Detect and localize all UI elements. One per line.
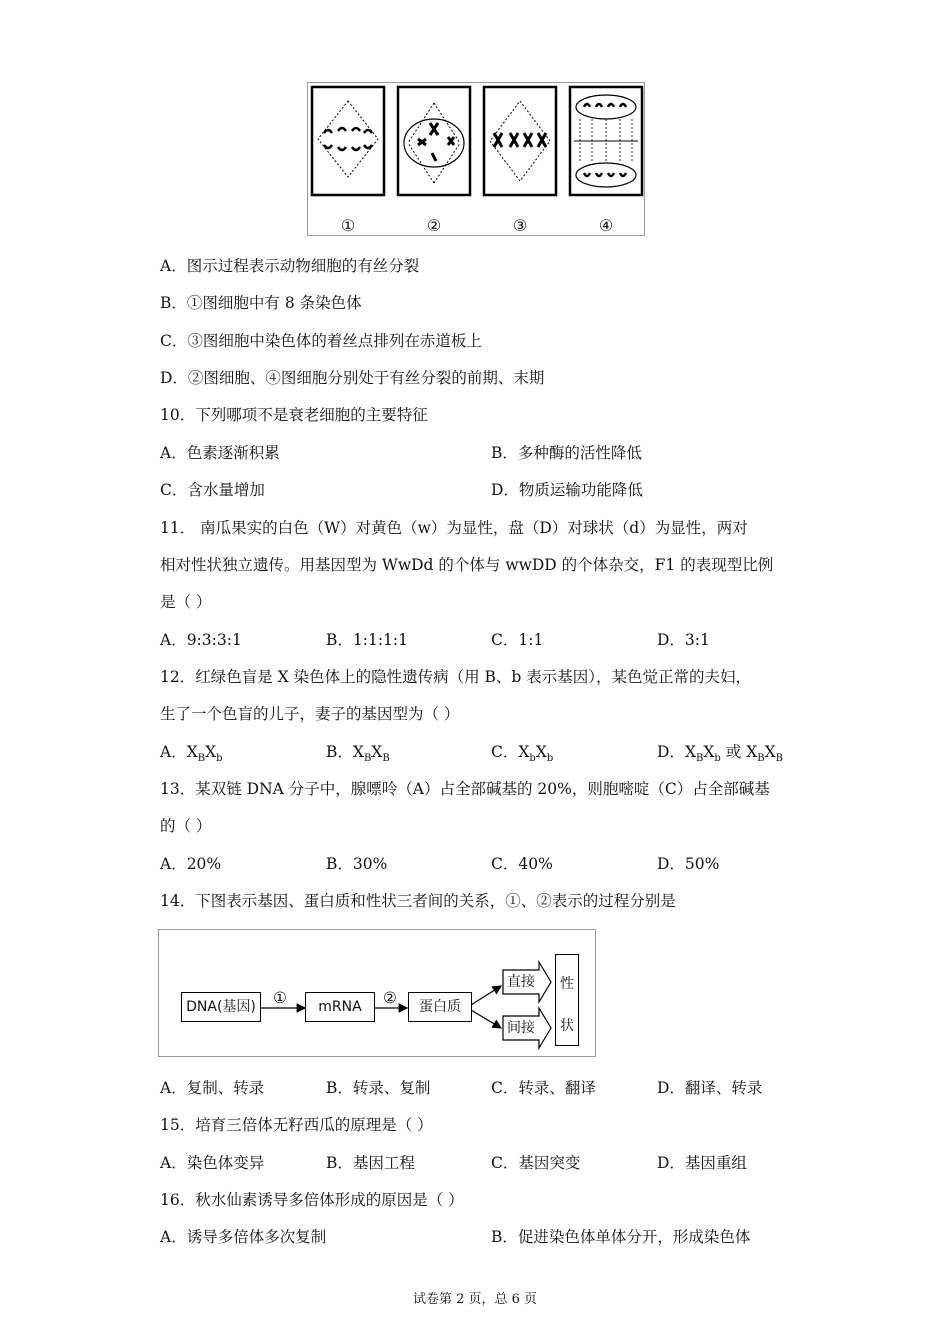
- q11-stem-line2: 相对性状独立遗传。用基因型为 WwDd 的个体与 wwDD 的个体杂交，F1 的表现型比例: [160, 556, 774, 574]
- q13-option-a: A．20%: [160, 855, 222, 873]
- x-chromosome: X: [352, 743, 364, 761]
- q10-option-c: C．含水量增加: [160, 481, 265, 499]
- q10-option-b: B．多种酶的活性降低: [491, 444, 642, 462]
- direct-label: 直接: [507, 974, 535, 990]
- mitosis-cells-drawing: [308, 83, 644, 203]
- q12-option-c: [491, 742, 553, 769]
- allele-sub: B: [197, 753, 206, 765]
- q12-stem-line1: 12．红绿色盲是 X 染色体上的隐性遗传病（用 B、b 表示基因），某色觉正常的夫妇，: [160, 668, 752, 686]
- allele-sub: B: [757, 753, 765, 765]
- x-chromosome: X: [205, 743, 217, 761]
- q16-option-a: A．诱导多倍体多次复制: [160, 1228, 327, 1246]
- allele-sub: b: [546, 753, 554, 765]
- q14-option-d: D．翻译、转录: [657, 1079, 763, 1097]
- trait-box: [555, 954, 579, 1046]
- q12-b-prefix: B．: [326, 743, 353, 761]
- x-chromosome: X: [746, 743, 758, 761]
- trait-char-2: 状: [560, 1018, 574, 1034]
- x-chromosome: X: [535, 743, 547, 761]
- q12-d-prefix: D．: [657, 743, 685, 761]
- q13-stem-line2: 的（ ）: [160, 817, 212, 835]
- allele-sub: b: [216, 753, 223, 765]
- q15-option-c: C．基因突变: [491, 1154, 581, 1172]
- q11-option-d: D．3:1: [657, 631, 710, 649]
- q15-option-b: B．基因工程: [326, 1154, 415, 1172]
- q11-option-a: A．9:3:3:1: [160, 631, 242, 649]
- indirect-label: 间接: [507, 1020, 535, 1036]
- trait-char-1: 性: [560, 976, 574, 992]
- allele-sub: B: [775, 753, 783, 765]
- q14-stem: 14．下图表示基因、蛋白质和性状三者间的关系，①、②表示的过程分别是: [160, 892, 676, 910]
- q13-option-c: C．40%: [491, 855, 553, 873]
- q12-option-d: [657, 742, 783, 769]
- page-footer: 试卷第 2 页，总 6 页: [412, 1292, 538, 1307]
- q16-stem: 16．秋水仙素诱导多倍体形成的原因是（ ）: [160, 1191, 464, 1209]
- q15-option-a: A．染色体变异: [160, 1154, 265, 1172]
- x-chromosome: X: [684, 743, 696, 761]
- q9-option-a: A．图示过程表示动物细胞的有丝分裂: [160, 257, 420, 275]
- q14-option-b: B．转录、复制: [326, 1079, 431, 1097]
- step1-label: ①: [273, 989, 287, 1007]
- q16-option-b: B．促进染色体单体分开，形成染色体: [491, 1228, 751, 1246]
- q11-stem-line1: 11． 南瓜果实的白色（W）对黄色（w）为显性，盘（D）对球状（d）为显性，两对: [160, 519, 748, 537]
- q9-option-d: D．②图细胞、④图细胞分别处于有丝分裂的前期、末期: [160, 369, 545, 387]
- q9-option-b: B．①图细胞中有 8 条染色体: [160, 294, 362, 312]
- cell-label-1: ①: [340, 216, 356, 235]
- q14-option-a: A．复制、转录: [160, 1079, 265, 1097]
- q12-c-prefix: C．: [491, 743, 519, 761]
- allele-sub: B: [382, 753, 390, 765]
- q11-option-b: B．1:1:1:1: [326, 631, 409, 649]
- q10-stem: 10．下列哪项不是衰老细胞的主要特征: [160, 406, 428, 424]
- q9-option-c: C．③图细胞中染色体的着丝点排列在赤道板上: [160, 332, 482, 350]
- q12-a-prefix: A．: [160, 743, 187, 761]
- cell-label-3: ③: [512, 216, 528, 235]
- x-chromosome: X: [518, 743, 530, 761]
- q10-option-d: D．物质运输功能降低: [491, 481, 643, 499]
- x-chromosome: X: [703, 743, 715, 761]
- step2-label: ②: [383, 989, 397, 1007]
- allele-sub: B: [363, 753, 372, 765]
- cell-label-4: ④: [598, 216, 614, 235]
- q13-option-b: B．30%: [326, 855, 388, 873]
- cell-label-2: ②: [426, 216, 442, 235]
- q15-option-d: D．基因重组: [657, 1154, 747, 1172]
- allele-sub: b: [529, 753, 536, 765]
- q15-stem: 15．培育三倍体无籽西瓜的原理是（ ）: [160, 1116, 433, 1134]
- x-chromosome: X: [764, 743, 776, 761]
- q13-stem-line1: 13．某双链 DNA 分子中，腺嘌呤（A）占全部碱基的 20%，则胞嘧啶（C）占全部碱基: [160, 780, 770, 798]
- q11-option-c: C．1:1: [491, 631, 544, 649]
- x-chromosome: X: [371, 743, 383, 761]
- q14-option-c: C．转录、翻译: [491, 1079, 596, 1097]
- q11-stem-line3: 是（ ）: [160, 593, 212, 611]
- q12-option-a: [160, 742, 223, 769]
- gene-protein-trait-diagram: [158, 929, 596, 1057]
- q13-option-d: D．50%: [657, 855, 720, 873]
- protein-box: 蛋白质: [408, 992, 472, 1022]
- mitosis-figure: [307, 82, 645, 236]
- allele-sub: B: [695, 753, 704, 765]
- or-word: 或: [725, 743, 742, 761]
- q12-option-b: [326, 742, 390, 769]
- mrna-box: mRNA: [305, 992, 375, 1022]
- q10-option-a: A．色素逐渐积累: [160, 444, 280, 462]
- allele-sub: b: [714, 753, 721, 765]
- x-chromosome: X: [186, 743, 198, 761]
- q12-stem-line2: 生了一个色盲的儿子，妻子的基因型为（ ）: [160, 705, 460, 723]
- dna-gene-box: DNA(基因): [181, 992, 261, 1022]
